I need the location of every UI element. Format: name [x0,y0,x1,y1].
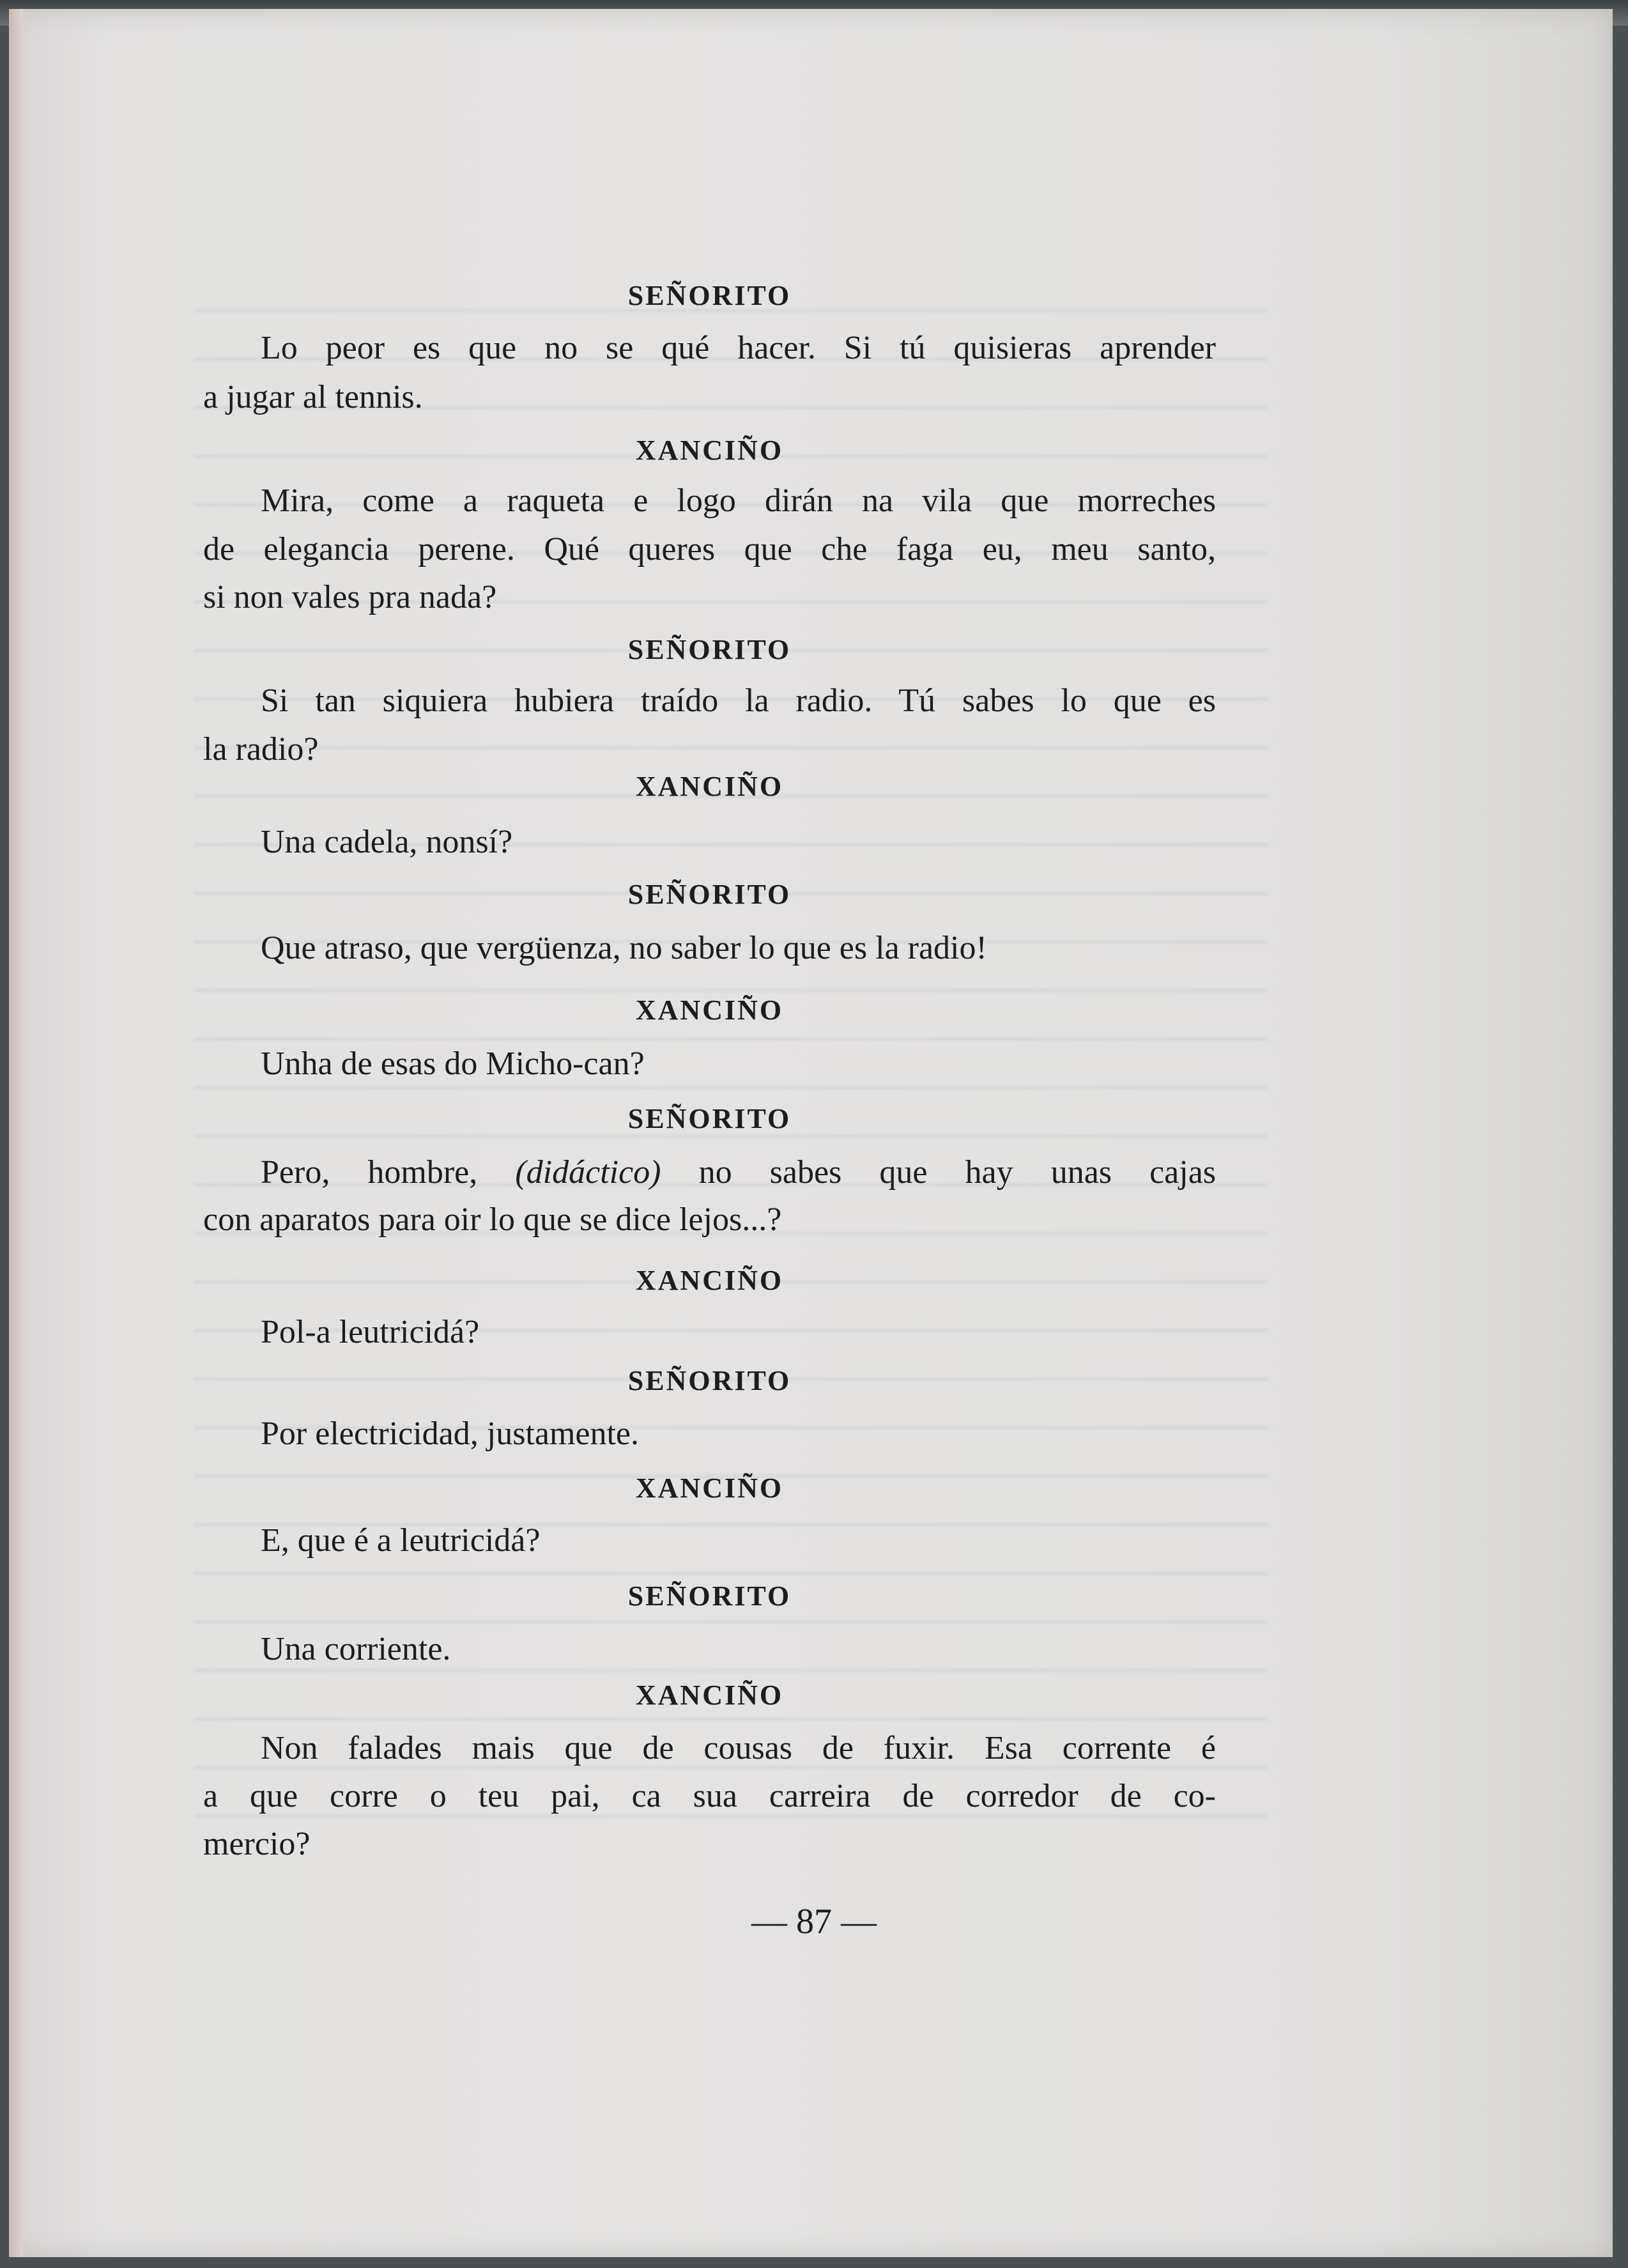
text-line: a jugar al tennis. [203,379,423,415]
text-fragment: Pero, hombre, [261,1154,478,1191]
text-line: Que atraso, que vergüenza, no saber lo que es la radio! [261,930,987,966]
text-line: Lo peor es que no se qué hacer. Si tú quisieras aprender [261,330,1216,366]
speaker-label: SEÑORITO [627,634,792,665]
page-number: — 87 — [751,1902,877,1941]
text-line: E, que é a leutricidá? [261,1522,541,1559]
text-line: mercio? [203,1826,311,1862]
speaker-label: SEÑORITO [627,1580,792,1612]
text-line: si non vales pra nada? [203,579,497,615]
stage-direction: (didáctico) [515,1154,661,1191]
speaker-label: SEÑORITO [627,1103,792,1134]
text-line: Si tan siquiera hubiera traído la radio. Tú sabes lo que es [261,683,1216,719]
text-line [203,1153,1216,1192]
speaker-label: SEÑORITO [627,879,792,910]
speaker-label: XANCIÑO [635,994,784,1026]
speaker-label: XANCIÑO [635,1679,784,1711]
speaker-label: XANCIÑO [635,1472,784,1504]
text-line: a que corre o teu pai, ca sua carreira de corredor de co- [203,1778,1216,1814]
speaker-label: XANCIÑO [635,435,784,466]
text-line: con aparatos para oir lo que se dice lejos...? [203,1201,782,1238]
text-line: de elegancia perene. Qué queres que che faga eu, meu santo, [203,531,1216,567]
speaker-label: SEÑORITO [627,1365,792,1396]
text-fragment: no sabes que hay unas cajas [698,1154,1217,1191]
text-line: Una cadela, nonsí? [261,824,513,860]
speaker-label: XANCIÑO [635,771,784,802]
speaker-label: XANCIÑO [635,1265,784,1296]
text-line: Por electricidad, justamente. [261,1416,640,1452]
text-line: Pol-a leutricidá? [261,1314,480,1350]
text-line: la radio? [203,731,319,768]
text-line: Una corriente. [261,1631,451,1667]
speaker-label: SEÑORITO [627,280,792,311]
text-line: Unha de esas do Micho-can? [261,1045,645,1082]
text-line: Mira, come a raqueta e logo dirán na vila que morreches [261,482,1216,519]
text-line: Non falades mais que de cousas de fuxir. Esa corrente é [261,1730,1216,1766]
